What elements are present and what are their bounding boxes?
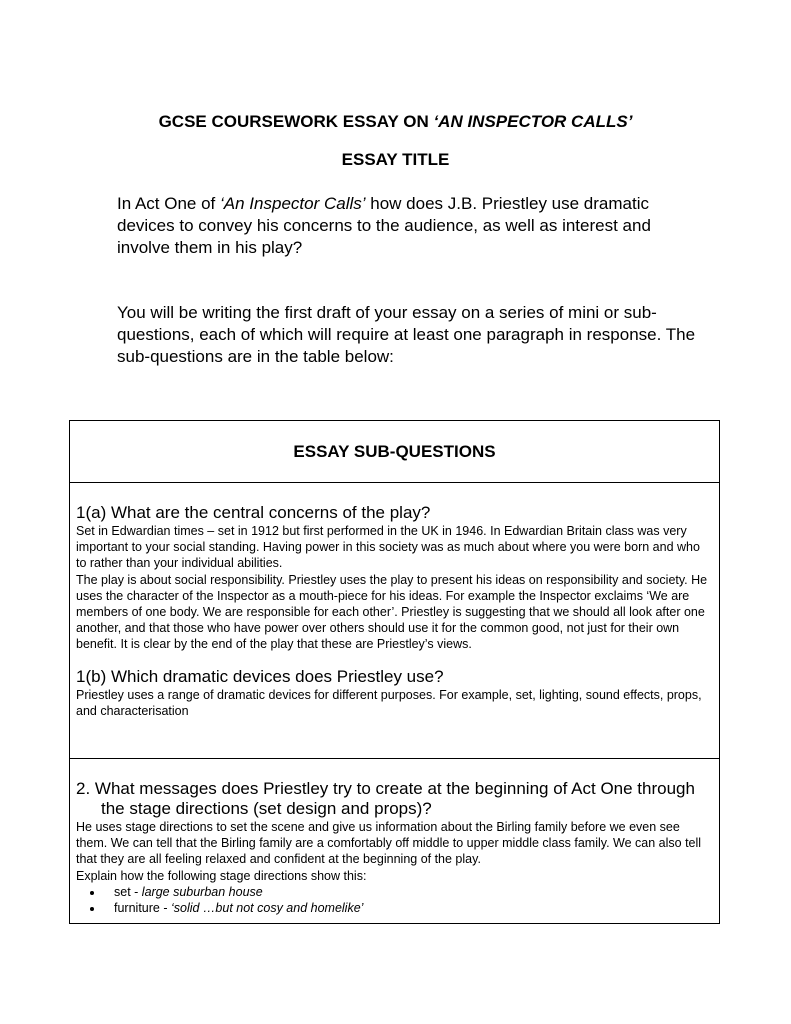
question-1a-title: 1(a) What are the central concerns of the play?	[76, 503, 431, 522]
list-item-quote: large suburban house	[141, 884, 263, 899]
question-1a-paragraph-2: The play is about social responsibility. Priestley uses the play to present his ideas on responsibility and society. He uses the character of the Inspector as a mouth-piece for his ideas. For example the Inspector exclaims ‘We are members of one body. We are responsible for each other’. Priestley is suggesting that we should all look after one another, and that those who have power over others should use it for the common good, not just for their own benefit. It is clear by the end of the play that these are Priestley’s views.	[76, 572, 708, 652]
title-prefix: GCSE COURSEWORK ESSAY ON	[158, 112, 434, 131]
list-item-label: set -	[114, 884, 142, 899]
question-2-paragraph-1: He uses stage directions to set the scene and give us information about the Birling family before we even see them. We can tell that the Birling family are a comfortably off middle to upper middle class family. We can also tell that they are all feeling relaxed and confident at the beginning of the play.	[76, 820, 702, 867]
list-item-label: furniture -	[114, 901, 171, 916]
question-1b-title: 1(b) Which dramatic devices does Priestley use?	[76, 666, 444, 686]
stage-directions-list	[76, 884, 713, 916]
table-cell-question-1	[69, 482, 720, 759]
question-1b-paragraph: Priestley uses a range of dramatic devices for different purposes. For example, set, lighting, sound effects, props, and characterisation	[76, 687, 702, 718]
essay-question-prefix: In Act One of	[117, 194, 221, 213]
table-header-cell	[69, 420, 720, 483]
essay-question-suffix: how does J.B. Priestley use dramatic devices to convey his concerns to the audience, as well as interest and involve them in his play?	[117, 194, 651, 257]
question-1a-paragraph-1: Set in Edwardian times – set in 1912 but first performed in the UK in 1946. In Edwardian Britain class was very important to your social standing. Having power in this society was as much about where you were born and who to rather than your individual abilities.	[76, 524, 700, 571]
title-play-name: ‘AN INSPECTOR CALLS’	[433, 112, 633, 131]
essay-question	[117, 193, 697, 259]
list-item-quote: ‘solid …but not cosy and homelike’	[170, 901, 364, 916]
document-title	[0, 112, 791, 132]
table-cell-question-2	[69, 758, 720, 924]
question-2-title: 2. What messages does Priestley try to create at the beginning of Act One through the stage directions (set design and props)?	[76, 779, 695, 818]
question-2-paragraph-2: Explain how the following stage directions show this:	[76, 868, 367, 883]
sub-questions-heading: ESSAY SUB-QUESTIONS	[293, 442, 496, 461]
essay-question-play-name: ‘An Inspector Calls’	[220, 194, 366, 213]
list-item	[104, 884, 713, 900]
instructions-paragraph: You will be writing the first draft of your essay on a series of mini or sub-questions, each of which will require at least one paragraph in response. The sub-questions are in the table below:	[117, 303, 696, 366]
essay-title-heading: ESSAY TITLE	[341, 150, 450, 169]
list-item	[104, 900, 713, 916]
